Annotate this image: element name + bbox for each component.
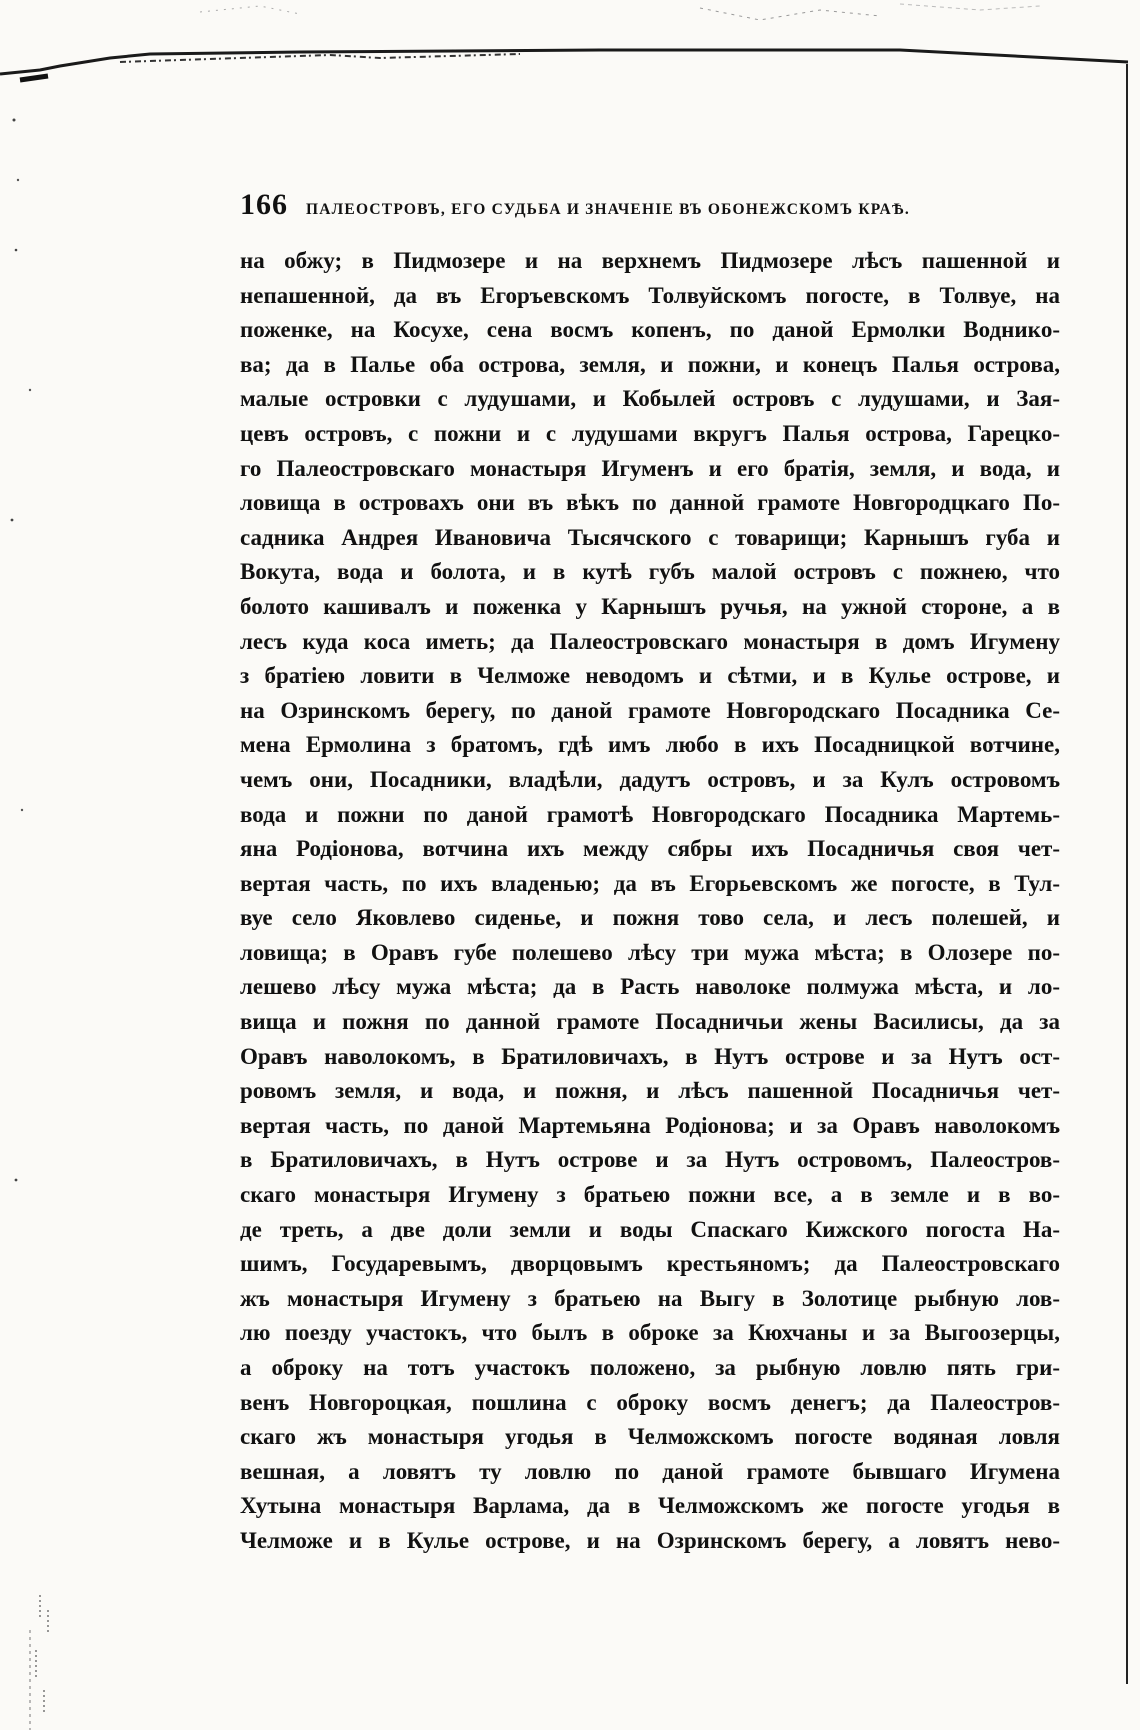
running-title: ПАЛЕОСТРОВЪ, ЕГО СУДЬБА И ЗНАЧЕНІЕ ВЪ ОБОНЕЖСКОМЪ КРАѢ. [306,201,910,218]
page-number: 166 [240,188,288,221]
text-line: го Палеостровскаго монастыря Игуменъ и его братія, земля, и вода, и [240,455,1060,481]
text-line: лешево лѣсу мужа мѣста; да в Расть наволоке полмужа мѣста, и ло- [240,974,1060,1000]
text-line: вуе село Яковлево сиденье, и пожня тово села, и лесъ полешей, и [240,905,1060,931]
text-line: а оброку на тотъ участокъ положено, за рыбную ловлю пять гри- [240,1355,1060,1380]
text-line: скаго жъ монастыря угодья в Челможскомъ погосте водяная ловля [240,1424,1060,1450]
text-line: малые островки с лудушами, и Кобылей островъ с лудушами, и Зая- [240,386,1060,412]
text-line: поженке, на Косухе, сена восмъ копенъ, по даной Ермолки Водникo- [240,317,1060,343]
scan-gutter-specks [0,90,70,1730]
text-line: вища и пожня по данной грамоте Посадничьи жены Василисы, да за [240,1009,1060,1035]
text-line: цевъ островъ, с пожни и с лудушами вкругъ Палья острова, Гарецко- [240,420,1060,446]
text-line: де треть, а две доли земли и воды Спаскаго Кижского погоста На- [240,1216,1060,1242]
text-line: з братіею ловити в Челможе неводомъ и сѣтми, и в Кулье острове, и [240,663,1060,689]
text-line: в Братиловичахъ, в Нутъ острове и за Нутъ островомъ, Палеостров- [240,1147,1060,1173]
text-line: скаго монастыря Игумену з братьею пожни все, а в земле и в во- [240,1182,1060,1208]
text-line: ловища в островахъ они въ вѣкъ по данной грамоте Новгородцкаго По- [240,490,1060,516]
text-line: на Озринскомъ берегу, по даной грамоте Новгородскаго Посадника Се- [240,697,1060,723]
text-line: лесъ куда коса иметь; да Палеостровскаго монастыря в домъ Игумену [240,628,1060,654]
text-line: непашенной, да въ Егоръевскомъ Толвуйскомъ погосте, в Толвуе, на [240,282,1060,308]
text-line: вертая часть, по даной Мартемьяна Родіонова; и за Оравъ наволокомъ [240,1112,1060,1138]
text-line: Вокута, вода и болота, и в кутѣ губъ малой островъ с пожнею, что [240,559,1060,585]
text-line: венъ Новгороцкая, пошлина с оброку восмъ денегъ; да Палеостров- [240,1389,1060,1415]
text-line: Хутына монастыря Варлама, да в Челможскомъ же погосте угодья в [240,1493,1060,1519]
scan-right-edge [1126,64,1128,1684]
text-line: Оравъ наволокомъ, в Братиловичахъ, в Нутъ острове и за Нутъ ост- [240,1043,1060,1069]
running-head [240,188,1060,222]
text-line: вода и пожни по даной грамотѣ Новгородскаго Посадника Мартемь- [240,801,1060,827]
text-line: вертая часть, по ихъ владенью; да въ Егорьевскомъ же погосте, в Тул- [240,870,1060,896]
text-line: мена Ермолина з братомъ, гдѣ имъ любо в ихъ Посадницкой вотчине, [240,732,1060,758]
text-line: садника Андрея Ивановича Тысячского с товарищи; Карнышъ губа и [240,524,1060,550]
text-line: вешная, а ловятъ ту ловлю по даной грамоте бывшаго Игумена [240,1458,1060,1484]
text-line: на обжу; в Пидмозере и на верхнемъ Пидмозере лѣсъ пашенной и [240,248,1060,273]
text-line: ловища; в Оравъ губе полешево лѣсу три мужа мѣста; в Олозере по- [240,939,1060,965]
text-line: болото кашивалъ и поженка у Карнышъ ручья, на ужной стороне, а в [240,593,1060,619]
text-line: жъ монастыря Игумену з братьею на Выгу в Золотице рыбную лов- [240,1285,1060,1311]
text-line: чемъ они, Посадники, владѣли, дадутъ островъ, и за Кулъ островомъ [240,766,1060,792]
body-text [240,244,1060,1559]
text-line: шимъ, Государевымъ, дворцовымъ крестьяномъ; да Палеостровскаго [240,1251,1060,1277]
text-line: ровомъ земля, и вода, и пожня, и лѣсъ пашенной Посадничья чет- [240,1078,1060,1104]
text-line: яна Родіонова, вотчина ихъ между сябры ихъ Посадничья своя чет- [240,836,1060,862]
book-page [240,188,1060,1559]
scan-top-edge [0,0,1140,90]
text-line: Челможе и в Кулье острове, и на Озринскомъ берегу, а ловятъ нево- [240,1527,1060,1553]
text-line: ва; да в Палье оба острова, земля, и пожни, и конецъ Палья острова, [240,351,1060,377]
text-line: лю поезду участокъ, что былъ в оброке за Кюхчаны и за Выгоозерцы, [240,1320,1060,1346]
